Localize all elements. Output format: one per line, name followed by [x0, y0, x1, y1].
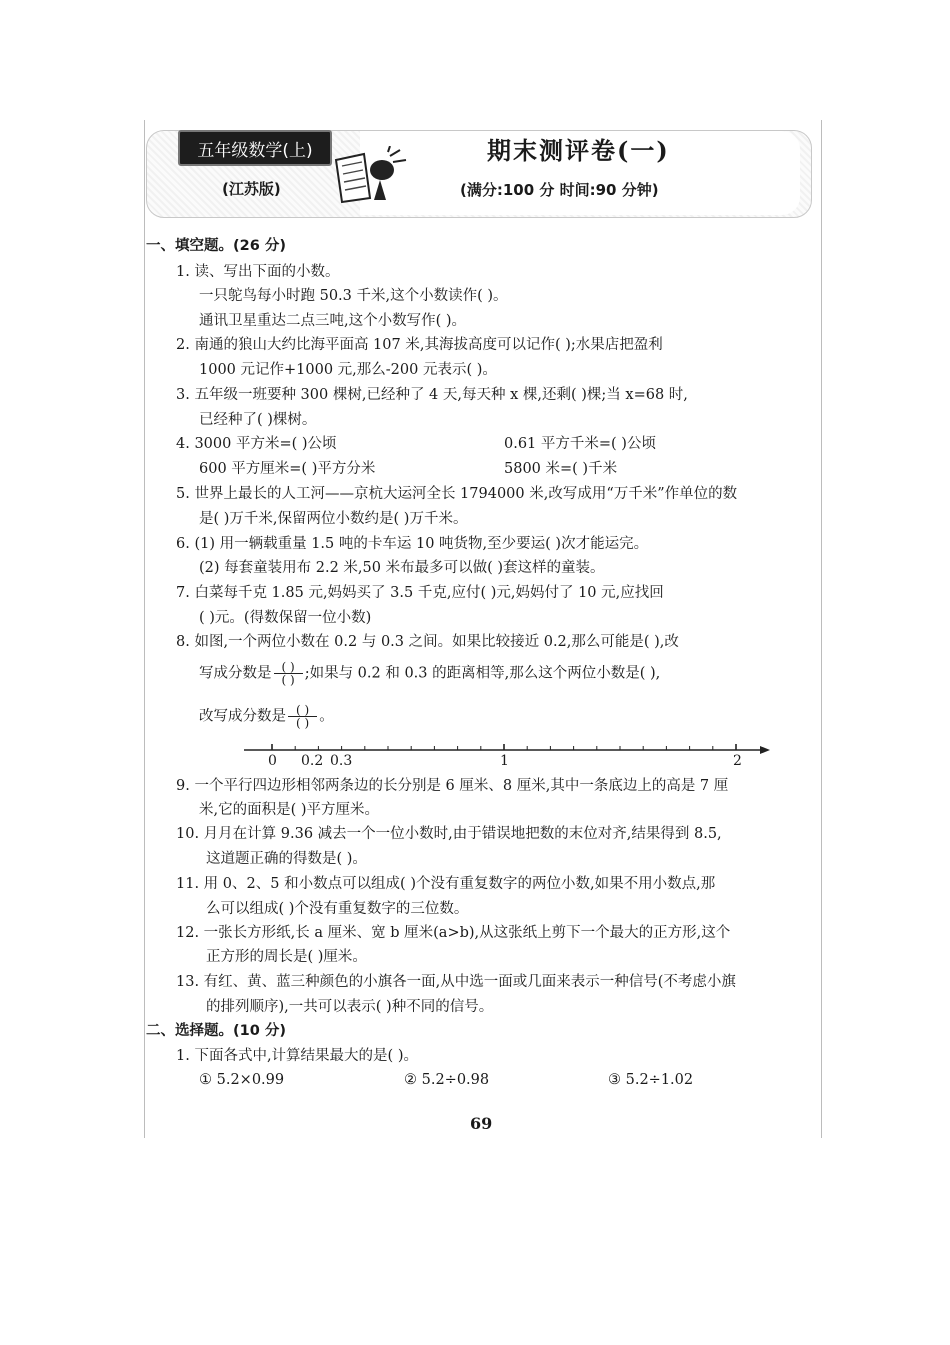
q4-line-b2: 5800 米=( )千米: [504, 461, 618, 477]
q13-line-b: 的排列顺序),一共可以表示( )种不同的信号。: [206, 999, 494, 1015]
grade-tag: 五年级数学(上): [178, 130, 332, 166]
q8-line-c: 改写成分数是 $\frac{( )}{( )}$ 。: [199, 703, 334, 730]
choice1-option-1: ① 5.2×0.99: [199, 1072, 285, 1088]
fraction-blank: [288, 704, 317, 729]
q1-line-c: 通讯卫星重达二点三吨,这个小数写作( )。: [199, 313, 467, 329]
fraction-numerator: ( ): [274, 661, 303, 674]
q8-line-b: [199, 661, 660, 686]
number-line-label-0.2: 0.2: [301, 753, 324, 769]
number-line-label-1: 1: [500, 753, 509, 769]
q8-line-a: 8. 如图,一个两位小数在 0.2 与 0.3 之间。如果比较接近 0.2,那么可能是( ),改: [176, 634, 679, 650]
q9-line-b: 米,它的面积是( )平方厘米。: [199, 802, 380, 818]
q2-line-a: 2. 南通的狼山大约比海平面高 107 米,其海拔高度可以记作( );水果店把盈利: [176, 337, 663, 353]
q1-prompt: 1. 读、写出下面的小数。: [176, 264, 340, 280]
q2-line-b: 1000 元记作+1000 元,那么-200 元表示( )。: [199, 362, 497, 378]
q10-line-a: 10. 月月在计算 9.36 减去一个一位小数时,由于错误地把数的末位对齐,结果得到 8.5,: [176, 826, 722, 842]
choice1-option-3: ③ 5.2÷1.02: [608, 1072, 694, 1088]
exam-title: 期末测评卷(一): [487, 136, 670, 165]
q5-line-a: 5. 世界上最长的人工河——京杭大运河全长 1794000 米,改写成用“万千米”作单位的数: [176, 486, 738, 502]
number-line-label-0.3: 0.3: [330, 753, 353, 769]
q4-line-b1: 600 平方厘米=( )平方分米: [199, 461, 376, 477]
exam-meta: (满分:100 分 时间:90 分钟): [460, 181, 659, 199]
q10-line-b: 这道题正确的得数是( )。: [206, 851, 367, 867]
section-1-title: 一、填空题。(26 分): [146, 238, 286, 254]
choice1-option-2: ② 5.2÷0.98: [404, 1072, 490, 1088]
q4-line-a1: 4. 3000 平方米=( )公顷: [176, 436, 337, 452]
q7-line-b: ( )元。(得数保留一位小数): [199, 610, 372, 626]
q6-line-b: (2) 每套童装用布 2.2 米,50 米布最多可以做( )套这样的童装。: [199, 560, 605, 576]
number-line-label-0: 0: [268, 753, 277, 769]
fraction-denominator: ( ): [281, 673, 295, 687]
q11-line-a: 11. 用 0、2、5 和小数点可以组成( )个没有重复数字的两位小数,如果不用小数点,那: [176, 876, 716, 892]
q9-line-a: 9. 一个平行四边形相邻两条边的长分别是 6 厘米、8 厘米,其中一条底边上的高是 7 厘: [176, 778, 729, 794]
fraction-blank: [274, 661, 303, 686]
section-2-title: 二、选择题。(10 分): [146, 1023, 286, 1039]
q8-text-b2: ;如果与 0.2 和 0.3 的距离相等,那么这个两位小数是( ),: [304, 665, 661, 682]
q3-line-a: 3. 五年级一班要种 300 棵树,已经种了 4 天,每天种 x 棵,还剩( )棵;当 x=68 时,: [176, 387, 688, 403]
q13-line-a: 13. 有红、黄、蓝三种颜色的小旗各一面,从中选一面或几面来表示一种信号(不考虑小旗: [176, 974, 736, 990]
q1-line-b: 一只鸵鸟每小时跑 50.3 千米,这个小数读作( )。: [199, 288, 508, 304]
fraction-numerator: ( ): [288, 704, 317, 717]
q6-line-a: 6. (1) 用一辆载重量 1.5 吨的卡车运 10 吨货物,至少要运( )次才能运完。: [176, 536, 649, 552]
q4-line-a2: 0.61 平方千米=( )公顷: [504, 436, 656, 452]
number-line-label-2: 2: [733, 753, 742, 769]
q12-line-b: 正方形的周长是( )厘米。: [206, 949, 367, 965]
fraction-denominator: ( ): [296, 716, 310, 730]
q7-line-a: 7. 白菜每千克 1.85 元,妈妈买了 3.5 千克,应付( )元,妈妈付了 10 元,应找回: [176, 585, 664, 601]
q11-line-b: 么可以组成( )个没有重复数字的三位数。: [206, 901, 469, 917]
choice1-prompt: 1. 下面各式中,计算结果最大的是( )。: [176, 1048, 418, 1064]
q3-line-b: 已经种了( )棵树。: [199, 412, 317, 428]
q12-line-a: 12. 一张长方形纸,长 a 厘米、宽 b 厘米(a>b),从这张纸上剪下一个最大的正方形,这个: [176, 925, 731, 941]
page-number: 69: [470, 1114, 493, 1133]
q8-text-b1: 写成分数是: [199, 665, 272, 682]
edition-label: (江苏版): [222, 180, 281, 198]
q5-line-b: 是( )万千米,保留两位小数约是( )万千米。: [199, 511, 468, 527]
book-illustration-icon: [330, 146, 410, 206]
q8-text-c: 改写成分数是: [199, 708, 286, 725]
